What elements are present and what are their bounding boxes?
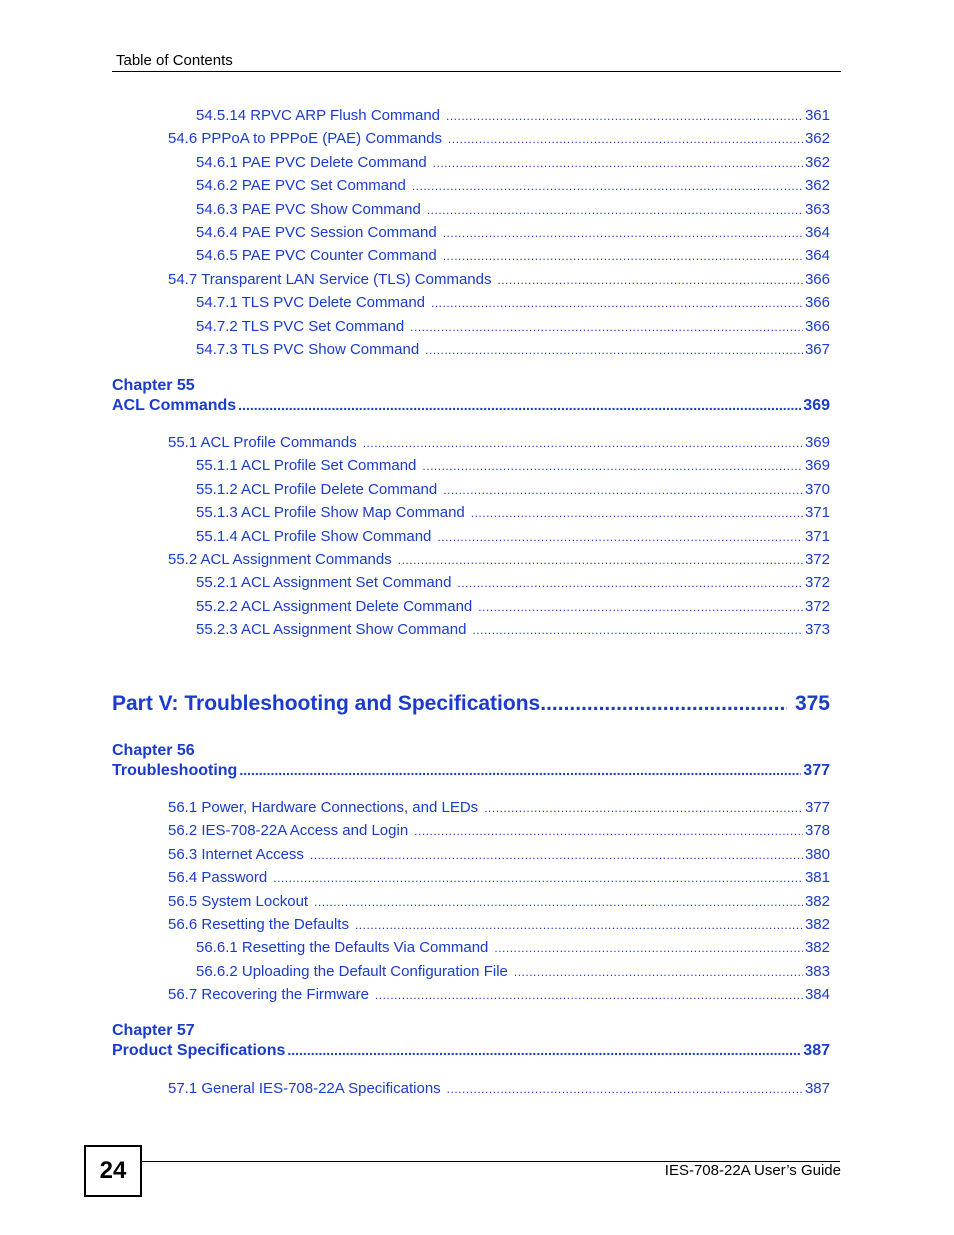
toc-entry-page: 384 xyxy=(804,986,830,1004)
page-number: 24 xyxy=(99,1157,127,1184)
toc-entry[interactable] xyxy=(168,846,830,863)
dot-leader xyxy=(484,801,803,815)
dot-leader xyxy=(375,988,803,1002)
toc-entry-page: 371 xyxy=(804,504,830,522)
chapter-heading[interactable] xyxy=(112,1042,830,1060)
toc-entry[interactable] xyxy=(196,457,830,474)
toc-entry-label: 55.1.2 ACL Profile Delete Command xyxy=(196,480,438,498)
toc-entry-page: 364 xyxy=(804,247,830,265)
dot-leader xyxy=(314,895,803,909)
toc-entry-page: 366 xyxy=(804,294,830,312)
dot-leader xyxy=(427,203,803,217)
dot-leader xyxy=(448,132,803,146)
toc-entry[interactable] xyxy=(196,318,830,335)
chapter-title: ACL Commands xyxy=(112,397,237,414)
toc-entry-page: 387 xyxy=(804,1080,830,1097)
toc-entry-page: 369 xyxy=(804,434,830,451)
toc-entry-label: 56.6 Resetting the Defaults xyxy=(168,916,349,933)
dot-leader xyxy=(310,848,803,862)
dot-leader xyxy=(238,397,801,413)
dot-leader xyxy=(273,871,803,885)
toc-entry-page: 378 xyxy=(804,822,830,840)
dot-leader xyxy=(422,459,803,473)
toc-entry-label: 54.6.5 PAE PVC Counter Command xyxy=(196,247,437,265)
toc-entry[interactable] xyxy=(168,869,830,886)
toc-entry-label: 55.2.1 ACL Assignment Set Command xyxy=(196,574,452,592)
chapter-title: Troubleshooting xyxy=(112,762,238,779)
toc-entry-label: 56.6.1 Resetting the Defaults Via Command xyxy=(196,939,489,957)
toc-entry-page: 383 xyxy=(804,962,830,980)
toc-entry-label: 55.1 ACL Profile Commands xyxy=(168,434,357,451)
dot-leader xyxy=(431,296,803,310)
dot-leader xyxy=(425,343,803,357)
toc-entry[interactable] xyxy=(196,201,830,218)
toc-entry-label: 55.1.3 ACL Profile Show Map Command xyxy=(196,504,465,522)
toc-entry-label: 54.5.14 RPVC ARP Flush Command xyxy=(196,107,441,124)
toc-entry[interactable] xyxy=(196,574,830,591)
toc-entry[interactable] xyxy=(168,1080,830,1097)
toc-entry-label: 55.2.2 ACL Assignment Delete Command xyxy=(196,597,473,615)
toc-entry[interactable] xyxy=(168,130,830,147)
toc-entry-page: 382 xyxy=(804,916,830,933)
dot-leader xyxy=(355,918,803,932)
toc-entry[interactable] xyxy=(196,341,830,358)
toc-entry-label: 56.2 IES-708-22A Access and Login xyxy=(168,822,409,840)
dot-leader xyxy=(412,179,803,193)
dot-leader xyxy=(363,436,803,450)
header-title: Table of Contents xyxy=(116,52,233,69)
toc-entry-label: 56.7 Recovering the Firmware xyxy=(168,986,369,1004)
toc-entry-page: 370 xyxy=(804,480,830,498)
dot-leader xyxy=(471,506,803,520)
dot-leader xyxy=(443,226,803,240)
toc-entry-page: 371 xyxy=(804,527,830,545)
toc-entry[interactable] xyxy=(196,598,830,615)
toc-entry[interactable] xyxy=(168,434,830,451)
dot-leader xyxy=(540,692,787,716)
dot-leader xyxy=(514,965,803,979)
toc-entry[interactable] xyxy=(196,504,830,521)
toc-entry[interactable] xyxy=(196,621,830,638)
chapter-title: Product Specifications xyxy=(112,1042,286,1059)
toc-entry-page: 362 xyxy=(804,130,830,148)
footer-guide-title: IES-708-22A User’s Guide xyxy=(664,1162,841,1179)
toc-entry[interactable] xyxy=(196,154,830,171)
toc-entry-label: 56.3 Internet Access xyxy=(168,845,304,863)
dot-leader xyxy=(457,576,803,590)
dot-leader xyxy=(447,1082,803,1096)
dot-leader xyxy=(414,824,803,838)
toc-entry[interactable] xyxy=(196,294,830,311)
toc-entry[interactable] xyxy=(168,551,830,568)
chapter-number: Chapter 57 xyxy=(112,1022,195,1039)
toc-entry-page: 382 xyxy=(804,939,830,957)
toc-entry-page: 369 xyxy=(804,457,830,475)
toc-entry[interactable] xyxy=(196,963,830,980)
toc-entry-label: 54.6 PPPoA to PPPoE (PAE) Commands xyxy=(168,130,443,148)
dot-leader xyxy=(443,483,803,497)
dot-leader xyxy=(287,1042,801,1058)
toc-entry-page: 372 xyxy=(804,597,830,615)
toc-entry-page: 363 xyxy=(804,200,830,218)
toc-entry-page: 372 xyxy=(804,574,830,592)
toc-entry-label: 54.6.3 PAE PVC Show Command xyxy=(196,200,421,218)
chapter-page: 377 xyxy=(803,762,830,779)
toc-entry-page: 380 xyxy=(804,845,830,863)
toc-entry-page: 364 xyxy=(804,224,830,241)
dot-leader xyxy=(472,623,803,637)
toc-entry-page: 382 xyxy=(804,892,830,910)
toc-entry-label: 55.2.3 ACL Assignment Show Command xyxy=(196,621,467,639)
toc-entry-page: 373 xyxy=(804,621,830,639)
toc-entry[interactable] xyxy=(168,822,830,839)
toc-entry-label: 55.1.1 ACL Profile Set Command xyxy=(196,457,417,475)
dot-leader xyxy=(398,553,803,567)
dot-leader xyxy=(494,941,803,955)
toc-entry-label: 54.6.4 PAE PVC Session Command xyxy=(196,224,437,241)
chapter-heading[interactable] xyxy=(112,397,830,415)
dot-leader xyxy=(437,530,803,544)
toc-entry-label: 54.7.3 TLS PVC Show Command xyxy=(196,341,420,358)
chapter-page: 387 xyxy=(803,1042,830,1059)
toc-entry[interactable] xyxy=(196,528,830,545)
dot-leader xyxy=(443,249,803,263)
toc-entry-label: 55.2 ACL Assignment Commands xyxy=(168,551,392,568)
toc-entry-page: 367 xyxy=(804,341,830,358)
toc-entry-label: 56.4 Password xyxy=(168,869,268,887)
page-number-box xyxy=(84,1145,142,1197)
toc-entry-page: 362 xyxy=(804,177,830,195)
dot-leader xyxy=(446,109,803,123)
toc-entry[interactable] xyxy=(196,939,830,956)
chapter-page: 369 xyxy=(803,397,830,414)
toc-entry-label: 54.6.2 PAE PVC Set Command xyxy=(196,177,406,195)
dot-leader xyxy=(410,320,803,334)
toc-entry-page: 372 xyxy=(804,551,830,568)
toc-entry-page: 362 xyxy=(804,153,830,171)
dot-leader xyxy=(239,762,801,778)
toc-entry-label: 54.7.2 TLS PVC Set Command xyxy=(196,317,405,335)
toc-entry-label: 55.1.4 ACL Profile Show Command xyxy=(196,527,432,545)
toc-entry-page: 381 xyxy=(804,869,830,887)
toc-entry[interactable] xyxy=(196,481,830,498)
toc-entry[interactable] xyxy=(196,177,830,194)
toc-entry[interactable] xyxy=(168,271,830,288)
toc-entry-label: 54.7 Transparent LAN Service (TLS) Commands xyxy=(168,270,492,288)
toc-entry[interactable] xyxy=(168,986,830,1003)
dot-leader xyxy=(433,156,803,170)
dot-leader xyxy=(497,273,803,287)
toc-entry-page: 361 xyxy=(804,107,830,124)
toc-entry[interactable] xyxy=(196,224,830,241)
part-title: Part V: Troubleshooting and Specifications xyxy=(112,692,541,715)
toc-entry-label: 57.1 General IES-708-22A Specifications xyxy=(168,1080,441,1097)
toc-entry[interactable] xyxy=(196,247,830,264)
toc-entry-page: 366 xyxy=(804,317,830,335)
toc-entry[interactable] xyxy=(196,107,830,124)
toc-entry-label: 56.1 Power, Hardware Connections, and LEDs xyxy=(168,799,479,816)
toc-entry[interactable] xyxy=(168,799,830,816)
toc-entry-label: 56.6.2 Uploading the Default Configuration File xyxy=(196,962,508,980)
toc-entry-label: 54.7.1 TLS PVC Delete Command xyxy=(196,294,426,312)
chapter-number: Chapter 55 xyxy=(112,377,195,394)
toc-entry-page: 377 xyxy=(804,799,830,816)
toc-entry-label: 54.6.1 PAE PVC Delete Command xyxy=(196,153,427,171)
part-page: 375 xyxy=(794,692,830,715)
toc-entry-page: 366 xyxy=(804,270,830,288)
chapter-number: Chapter 56 xyxy=(112,742,195,759)
dot-leader xyxy=(478,600,803,614)
toc-entry[interactable] xyxy=(168,893,830,910)
chapter-heading[interactable] xyxy=(112,762,830,780)
part-heading[interactable] xyxy=(112,692,830,716)
toc-entry[interactable] xyxy=(168,916,830,933)
toc-entry-label: 56.5 System Lockout xyxy=(168,892,309,910)
